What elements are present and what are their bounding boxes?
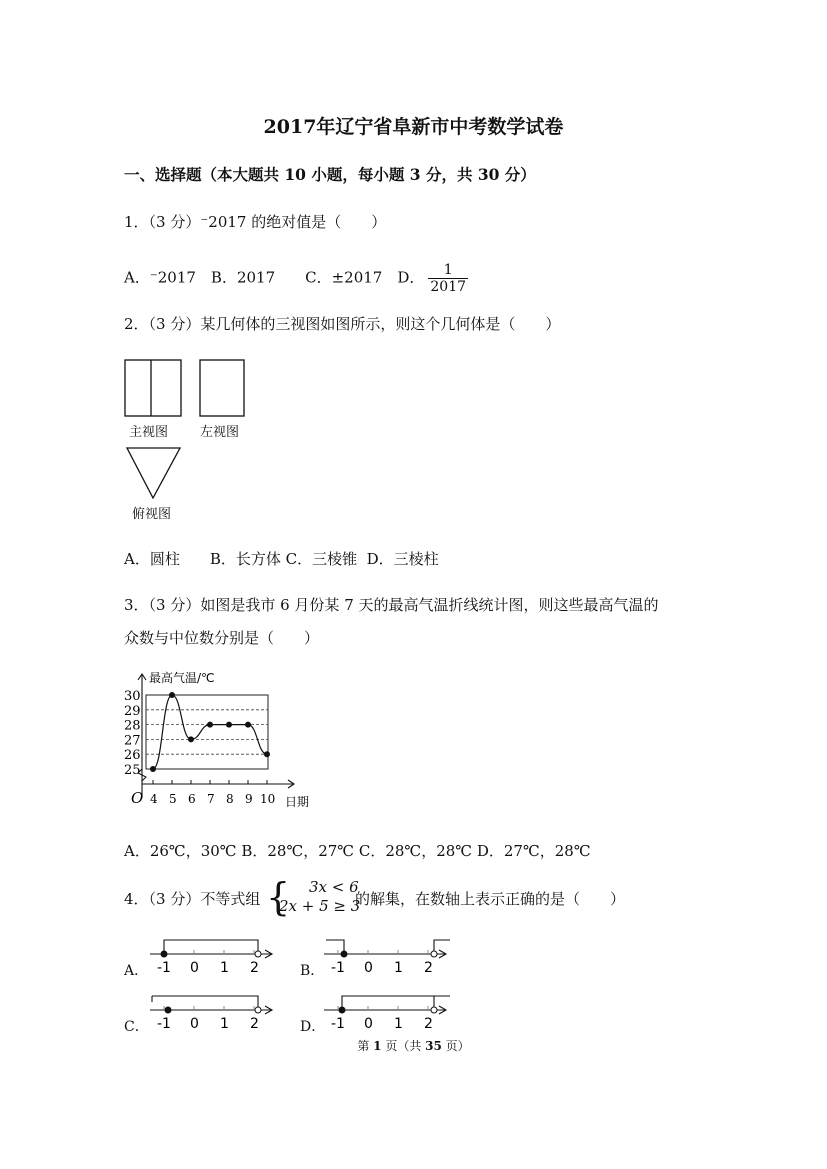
chart-data-point [207, 722, 213, 728]
open-endpoint [431, 951, 437, 957]
chart-x-tick-label: 4 [150, 792, 158, 806]
chart-x-tick-label: 10 [260, 792, 276, 806]
chart-plot-frame [146, 695, 268, 769]
chart-data-point [226, 722, 232, 728]
closed-endpoint [165, 1007, 171, 1013]
q4-option-c-numberline [148, 990, 278, 1030]
q1-frac-den: 2017 [430, 279, 467, 295]
q4-brace: { [266, 875, 291, 919]
numberline-tick-label: -1 [331, 960, 345, 974]
q1-stem: 1．（3 分）⁻2017 的绝对值是（ ） [124, 213, 387, 231]
chart-y-tick-label: 29 [124, 703, 141, 719]
numberline-tick-label: 2 [250, 1016, 259, 1030]
q4-option-b-label: B． [300, 963, 325, 979]
front-view-label: 主视图 [129, 425, 169, 440]
top-view-label: 俯视图 [132, 507, 172, 522]
section-heading: 一、选择题（本大题共 10 小题，每小题 3 分，共 30 分） [124, 165, 536, 184]
footer-prefix: 第 [357, 1039, 374, 1053]
closed-endpoint [161, 951, 167, 957]
front-view-rect [125, 360, 181, 416]
open-endpoint [255, 1007, 261, 1013]
q4-option-d-label: D． [300, 1019, 326, 1035]
chart-y-tick-label: 25 [124, 763, 141, 778]
q4-option-a-numberline [148, 934, 278, 974]
q3-stem-line1: 3．（3 分）如图是我市 6 月份某 7 天的最高气温折线统计图，则这些最高气温的 [124, 596, 659, 614]
footer-total: 35 [425, 1039, 442, 1053]
footer-middle: 页（共 [381, 1039, 426, 1053]
numberline-tick-label: 0 [364, 1016, 373, 1030]
closed-endpoint [339, 1007, 345, 1013]
left-view-rect [200, 360, 244, 416]
q4-ineq2: 2x + 5 ≥ 3 [279, 897, 361, 915]
numberline-tick-label: -1 [157, 1016, 171, 1030]
numberline-tick-label: 2 [424, 1016, 433, 1030]
chart-x-tick-label: 7 [207, 792, 215, 806]
chart-data-point [169, 692, 175, 698]
q4-option-c-label: C． [124, 1019, 149, 1035]
q3-line-chart [122, 668, 332, 813]
open-endpoint [255, 951, 261, 957]
q4-stem-prefix: 4．（3 分）不等式组 [124, 890, 261, 908]
chart-y-tick-label: 28 [124, 718, 141, 734]
numberline-tick-label: 1 [220, 1016, 229, 1030]
chart-y-tick-label: 26 [124, 748, 141, 764]
chart-x-tick-label: 5 [169, 792, 177, 806]
open-endpoint [431, 1007, 437, 1013]
numberline-tick-label: -1 [157, 960, 171, 974]
numberline-tick-label: 2 [250, 960, 259, 974]
chart-series-line [153, 695, 267, 769]
page-title: 2017年辽宁省阜新市中考数学试卷 [263, 116, 564, 138]
chart-data-point [188, 736, 194, 742]
chart-x-tick-label: 6 [188, 792, 196, 806]
chart-x-label: 日期 [285, 795, 310, 809]
numberline-tick-label: 1 [394, 960, 403, 974]
numberline-tick-label: 1 [220, 960, 229, 974]
chart-data-point [264, 751, 270, 757]
q4-option-b-numberline [322, 934, 452, 974]
chart-x-tick-label: 8 [226, 792, 234, 806]
q1-options-text: A．⁻2017 B．2017 C．±2017 D． [124, 268, 425, 287]
numberline-tick-label: 2 [424, 960, 433, 974]
numberline-tick-label: -1 [331, 1016, 345, 1030]
q1-fraction [428, 262, 468, 295]
q1-frac-num: 1 [443, 262, 453, 278]
q1-options [124, 262, 468, 295]
q2-three-views [120, 355, 320, 525]
closed-endpoint [341, 951, 347, 957]
left-view-label: 左视图 [200, 425, 240, 440]
numberline-tick-label: 0 [364, 960, 373, 974]
footer-suffix: 页） [441, 1039, 470, 1053]
q2-options: A．圆柱 B．长方体 C．三棱锥 D．三棱柱 [124, 550, 439, 568]
numberline-tick-label: 0 [190, 960, 199, 974]
q4-ineq1: 3x < 6 [309, 878, 359, 896]
solution-bracket [164, 940, 258, 954]
q4-stem-suffix: 的解集，在数轴上表示正确的是（ ） [355, 890, 626, 908]
q2-stem: 2．（3 分）某几何体的三视图如图所示，则这个几何体是（ ） [124, 315, 561, 333]
numberline-tick-label: 1 [394, 1016, 403, 1030]
chart-data-point [150, 766, 156, 772]
q4-option-d-numberline [322, 990, 452, 1030]
footer-page: 1 [373, 1039, 382, 1053]
chart-origin-label: O [131, 789, 144, 807]
numberline-tick-label: 0 [190, 1016, 199, 1030]
q3-stem-line2: 众数与中位数分别是（ ） [124, 629, 320, 647]
q4-option-a-label: A． [124, 963, 149, 979]
chart-y-tick-label: 27 [124, 733, 141, 749]
q3-options: A．26℃，30℃ B．28℃，27℃ C．28℃，28℃ D．27℃，28℃ [124, 842, 591, 860]
page-footer [0, 1037, 827, 1054]
chart-y-label: 最高气温/℃ [149, 671, 215, 685]
chart-y-tick-label: 30 [124, 689, 141, 704]
top-view-triangle [127, 448, 180, 498]
chart-x-tick-label: 9 [245, 792, 253, 806]
chart-data-point [245, 722, 251, 728]
